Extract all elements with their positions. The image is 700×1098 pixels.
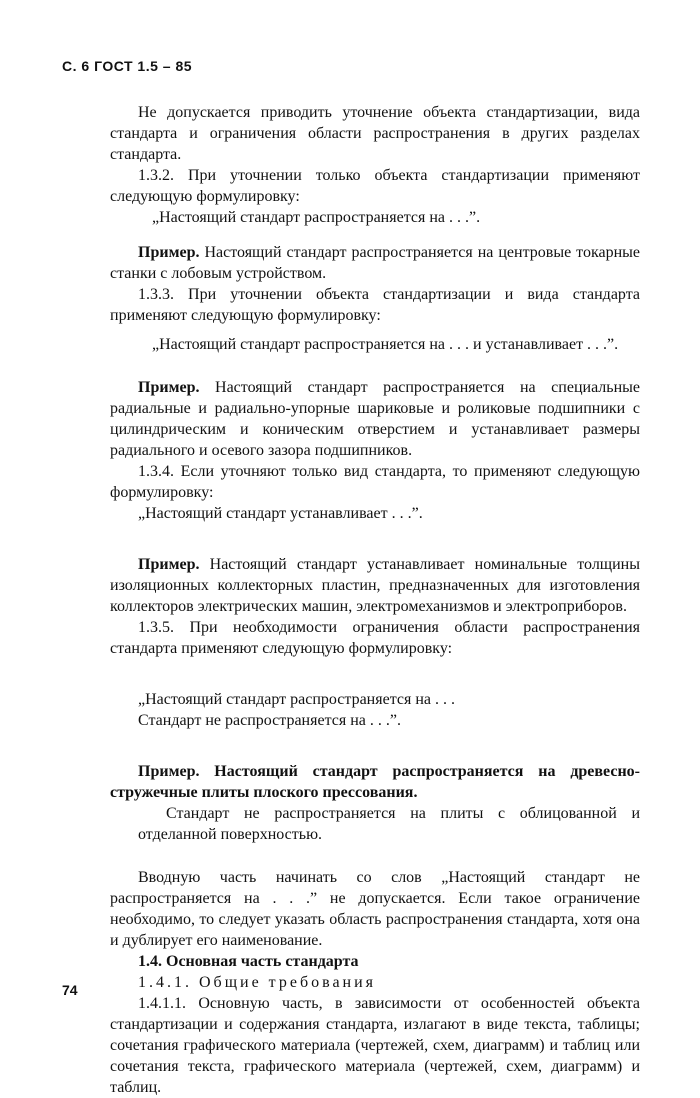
example-3 xyxy=(110,554,640,617)
section-1-4-heading: 1.4. Основная часть стандарта xyxy=(138,953,359,970)
example-text: Настоящий стандарт распространяется на специальные радиальные и радиально-упорные шариковые и роликовые подшипники с цилиндрическим и коническим отверстием и устанавливает размеры радиального и осевого зазора подшипников. xyxy=(110,379,640,459)
page-number: 74 xyxy=(62,982,78,998)
clause-1-3-5: 1.3.5. При необходимости ограничения области распространения стандарта применяют следующую формулировку: xyxy=(110,619,640,657)
example-4-continuation: Стандарт не распространяется на плиты с облицованной и отделанной поверхностью. xyxy=(138,805,640,843)
example-text: Настоящий стандарт распространяется на центровые токарные станки с лобовым устройством. xyxy=(110,244,640,282)
formula-quote-1: „Настоящий стандарт распространяется на . . .”. xyxy=(152,209,481,226)
formula-quote-4-line-1: „Настоящий стандарт распространяется на . . . xyxy=(138,691,456,708)
example-2 xyxy=(110,377,640,461)
example-4 xyxy=(110,761,640,803)
example-label: Пример. xyxy=(138,379,200,396)
running-head: С. 6 ГОСТ 1.5 – 85 xyxy=(62,58,193,74)
formula-quote-2: „Настоящий стандарт распространяется на . . . и устанавливает . . .”. xyxy=(152,336,619,353)
example-label: Пример. xyxy=(138,244,200,261)
paragraph-intro-restriction: Не допускается приводить уточнение объекта стандартизации, вида стандарта и ограничения области распространения в других разделах стандарта. xyxy=(110,104,640,163)
formula-quote-3: „Настоящий стандарт устанавливает . . .”. xyxy=(138,505,423,522)
clause-1-3-2: 1.3.2. При уточнении только объекта стандартизации применяют следующую формулировку: xyxy=(110,167,640,205)
clause-1-3-4: 1.3.4. Если уточняют только вид стандарта, то применяют следующую формулировку: xyxy=(110,463,640,501)
example-label: Пример. xyxy=(138,556,200,573)
body-text xyxy=(110,102,640,1098)
clause-1-4-1-1: 1.4.1.1. Основную часть, в зависимости от особенностей объекта стандартизации и содержания стандарта, излагают в виде текста, таблицы; сочетания графического материала (чертежей, схем, диаграмм) и таблиц или сочетания текста, графического материала (чертежей, схем, диаграмм) и таблиц. xyxy=(110,995,640,1096)
example-text: Настоящий стандарт устанавливает номинальные толщины изоляционных коллекторных пластин, предназначенных для изготовления коллекторов электрических машин, электромеханизмов и электроприборов. xyxy=(110,556,640,615)
example-1 xyxy=(110,242,640,284)
example-label: Пример. xyxy=(138,763,200,780)
clause-1-3-3: 1.3.3. При уточнении объекта стандартизации и вида стандарта применяют следующую формулировку: xyxy=(110,286,640,324)
paragraph-intro-wording: Вводную часть начинать со слов „Настоящий стандарт не распространяется на . . .” не допускается. Если такое ограничение необходимо, то следует указать область распространения стандарта, хотя она и дублирует его наименование. xyxy=(110,869,640,949)
section-1-4-1-heading: 1.4.1. Общие требования xyxy=(138,974,377,991)
formula-quote-4-line-2: Стандарт не распространяется на . . .”. xyxy=(138,712,401,729)
example-text: Настоящий стандарт распространяется на древесно-стружечные плиты плоского прессования. xyxy=(110,763,640,801)
